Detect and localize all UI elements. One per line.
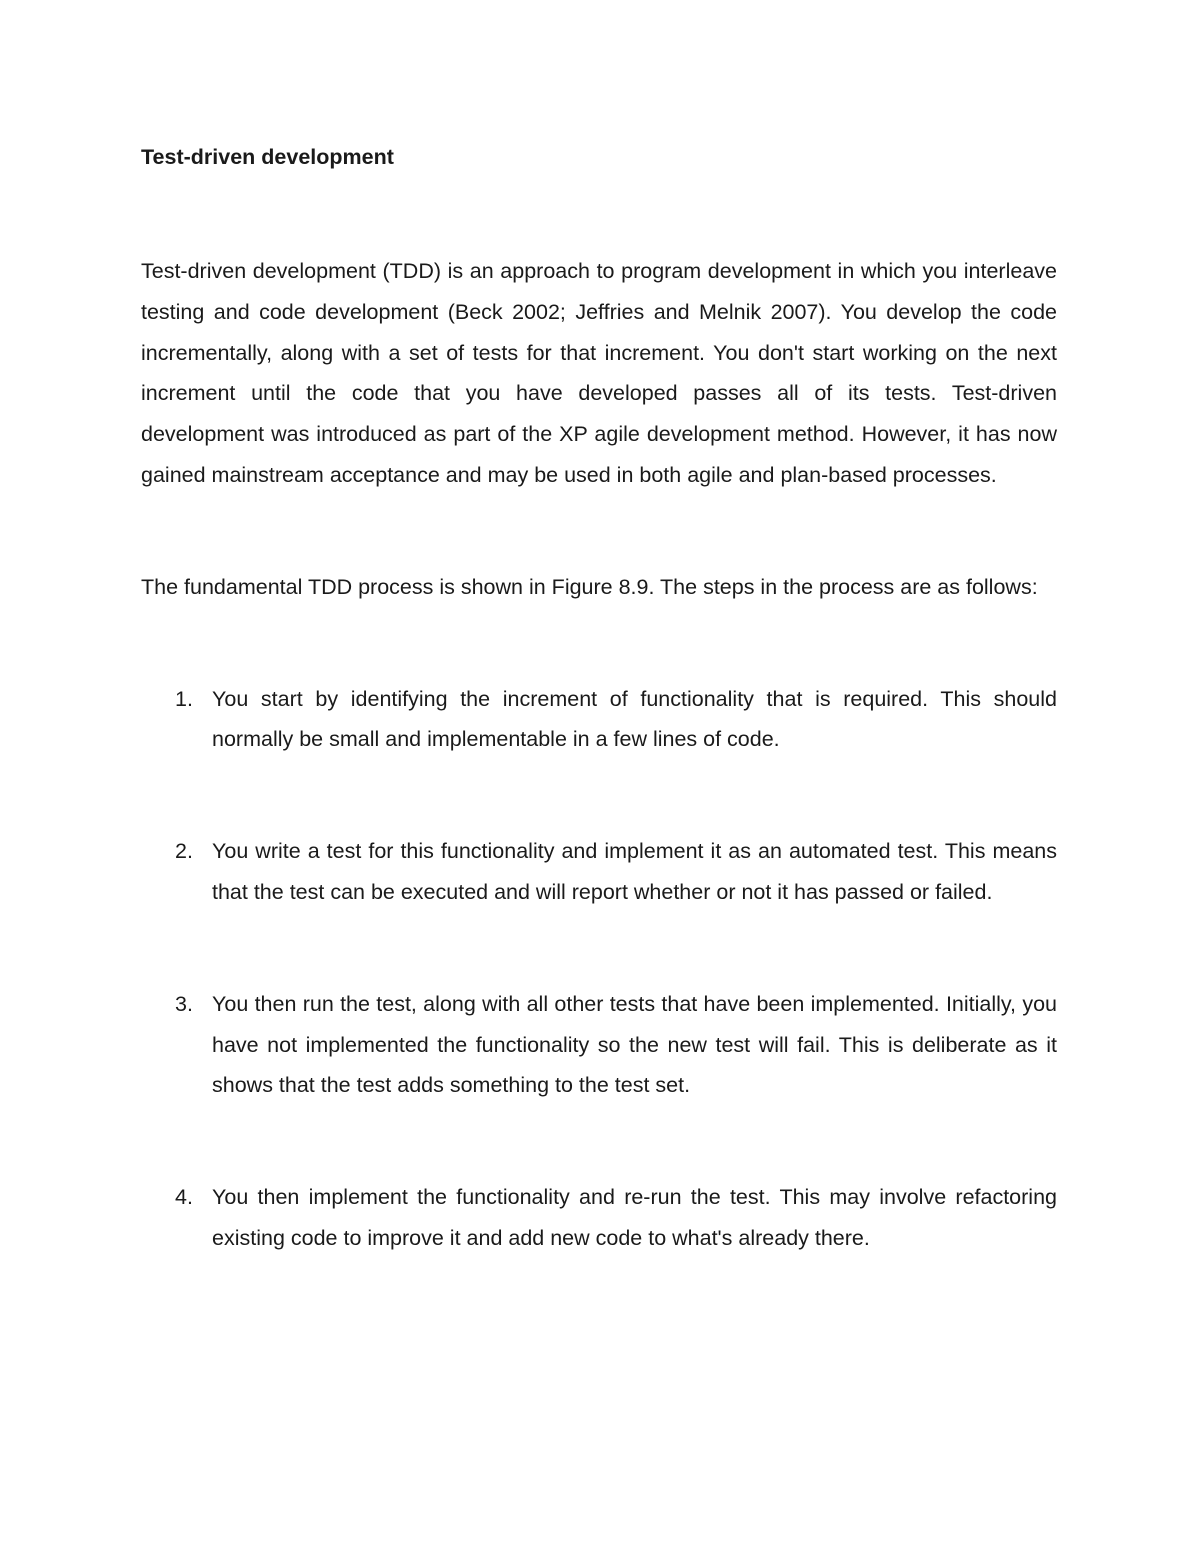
step-text: You write a test for this functionality and implement it as an automated test. This means that the test can be executed and will report whether or not it has passed or failed. <box>212 839 1057 904</box>
step-number: 3. <box>175 991 193 1016</box>
step-text: You then implement the functionality and re-run the test. This may involve refactoring existing code to improve it and add new code to what's already there. <box>212 1185 1057 1250</box>
process-steps-list <box>141 679 1057 1259</box>
step-text: You start by identifying the increment of functionality that is required. This should normally be small and implementable in a few lines of code. <box>212 686 1057 752</box>
document-body <box>141 139 1057 1259</box>
list-item <box>141 831 1057 913</box>
step-number: 2. <box>175 839 193 864</box>
step-number: 1. <box>175 686 193 711</box>
list-item <box>141 679 1057 761</box>
intro-paragraph: Test-driven development (TDD) is an approach to program development in which you interleave testing and code development (Beck 2002; Jeffries and Melnik 2007). You develop the code incrementally, along with a set of tests for that increment. You don't start working on the next increment until the code that you have developed passes all of its tests. Test-driven development was introduced as part of the XP agile development method. However, it has now gained mainstream acceptance and may be used in both agile and plan-based processes. <box>141 259 1057 487</box>
document-title: Test-driven development <box>141 145 394 169</box>
step-number: 4. <box>175 1185 193 1210</box>
process-intro-paragraph: The fundamental TDD process is shown in Figure 8.9. The steps in the process are as follows: <box>141 574 1038 599</box>
list-item <box>141 984 1057 1106</box>
step-text: You then run the test, along with all other tests that have been implemented. Initially, you have not implemented the functionality so the new test will fail. This is deliberate as it shows that the test adds something to the test set. <box>212 991 1057 1098</box>
list-item <box>141 1177 1057 1259</box>
